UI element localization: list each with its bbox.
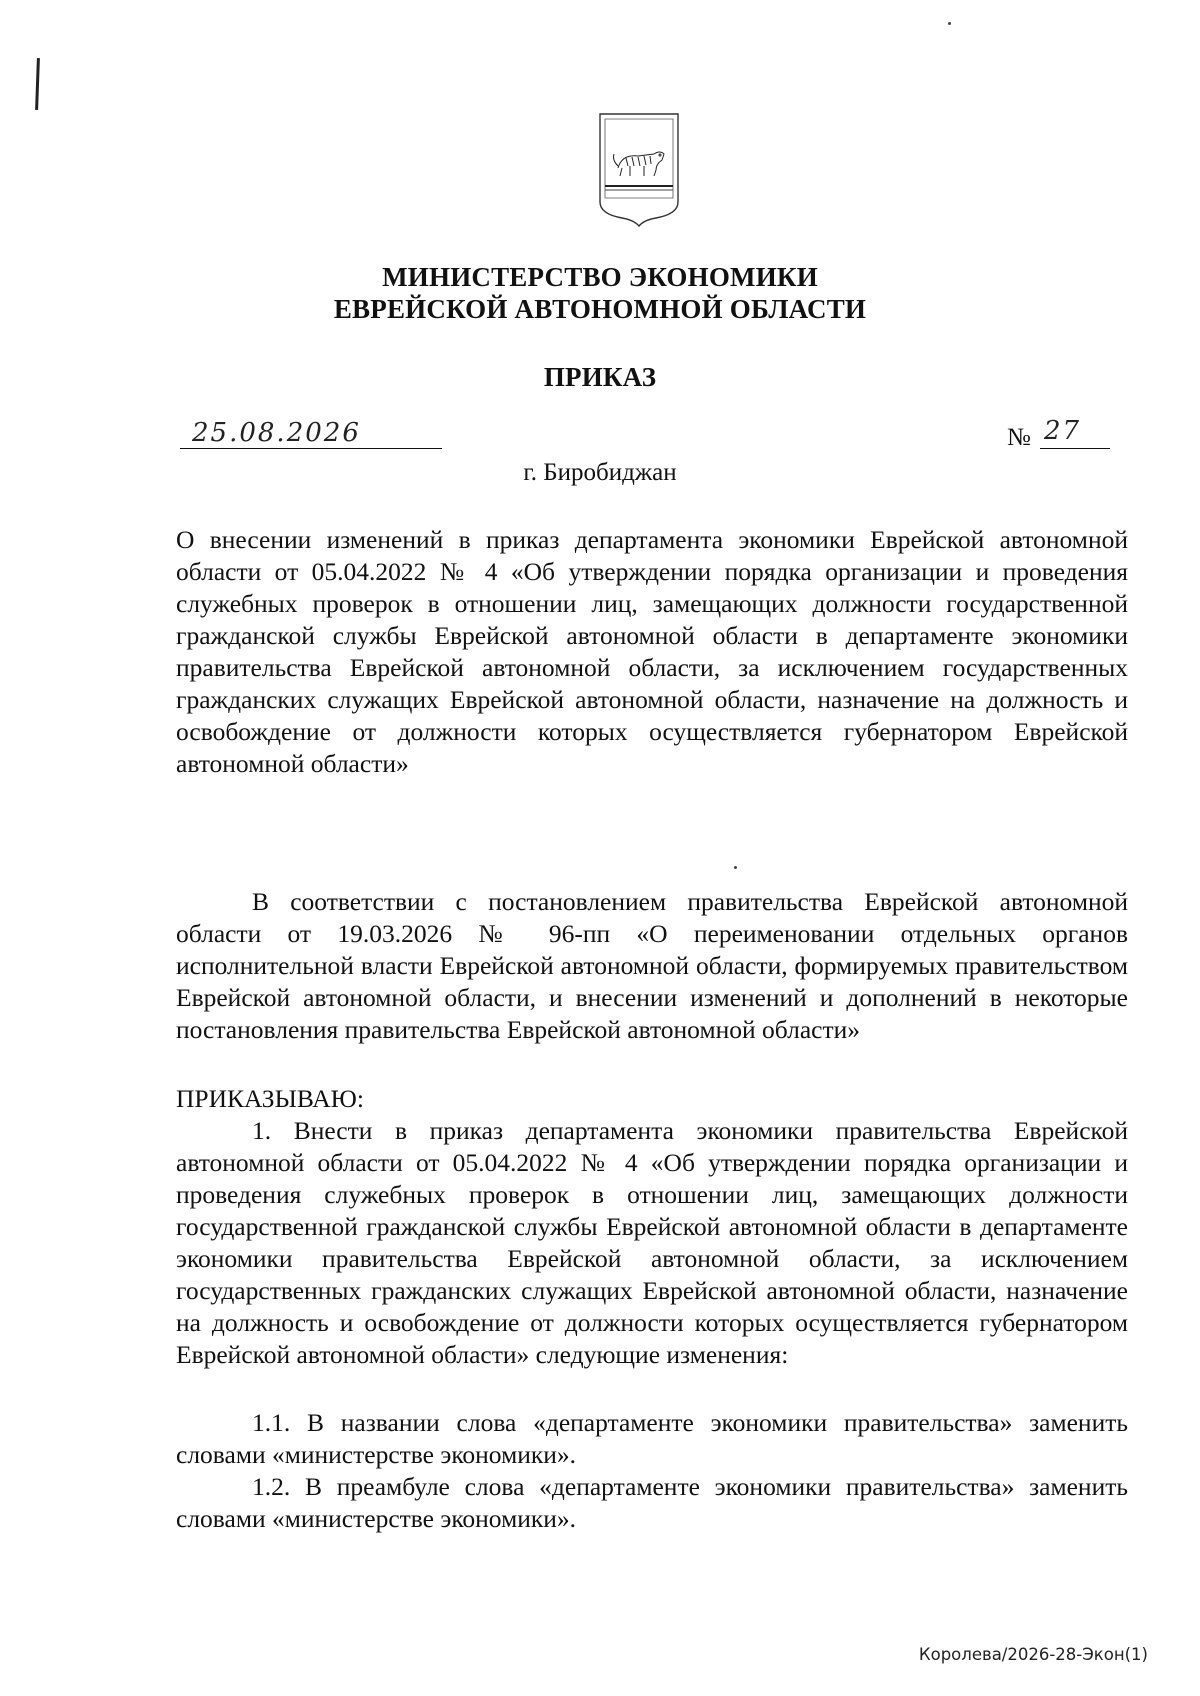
ministry-title-line-1: МИНИСТЕРСТВО ЭКОНОМИКИ [382, 262, 818, 292]
footer-document-code: Королева/2026-28-Экон(1) [918, 1645, 1148, 1664]
margin-pen-mark [35, 58, 40, 110]
order-subject: О внесении изменений в приказ департамента экономики Еврейской автономной области от 05.04.2022 № 4 «Об утверждении порядка организации и проведения служебных проверок в отношении лиц, замещающих должности государственной гражданской службы Еврейской автономной области в департаменте экономики правительства Еврейской автономной области, за исключением государственных гражданских служащих Еврейской автономной области, назначение на должность и освобождение от должности которых осуществляется губернатором Еврейской автономной области» [176, 525, 1128, 778]
legal-basis-paragraph: В соответствии с постановлением правительства Еврейской автономной области от 19.03.2026 № 96-пп «О переименовании отдельных органов исполнительной власти Еврейской автономной области, формируемых правительством Еврейской автономной области, и внесении изменений и дополнений в некоторые постановления правительства Еврейской автономной области» [176, 887, 1128, 1044]
order-item-1-1: 1.1. В названии слова «департаменте экономики правительства» заменить словами «министерстве экономики». [176, 1408, 1128, 1469]
city-line: г. Биробиджан [523, 459, 677, 486]
scan-speck [734, 866, 737, 869]
number-underline [1040, 448, 1110, 449]
order-item-1-2: 1.2. В преамбуле слова «департаменте экономики правительства» заменить словами «министерстве экономики». [176, 1472, 1128, 1533]
order-item-1: 1. Внести в приказ департамента экономики правительства Еврейской автономной области от 05.04.2022 № 4 «Об утверждении порядка организации и проведения служебных проверок в отношении лиц, замещающих должности государственной гражданской службы Еврейской автономной области в департаменте экономики правительства Еврейской автономной области, за исключением государственных гражданских служащих Еврейской автономной области, назначение на должность и освобождение от должности которых осуществляется губернатором Еврейской автономной области» следующие изменения: [176, 1116, 1128, 1369]
order-date: 25.08.2026 [192, 418, 361, 448]
order-number: 27 [1044, 416, 1082, 446]
coat-of-arms-emblem [596, 110, 682, 228]
date-underline [180, 448, 442, 449]
order-word: ПРИКАЗЫВАЮ: [176, 1084, 364, 1113]
order-number-label: № [1007, 424, 1031, 451]
ministry-title-line-2: ЕВРЕЙСКОЙ АВТОНОМНОЙ ОБЛАСТИ [333, 294, 867, 324]
scan-speck [948, 22, 951, 25]
document-type-heading: ПРИКАЗ [543, 362, 657, 392]
